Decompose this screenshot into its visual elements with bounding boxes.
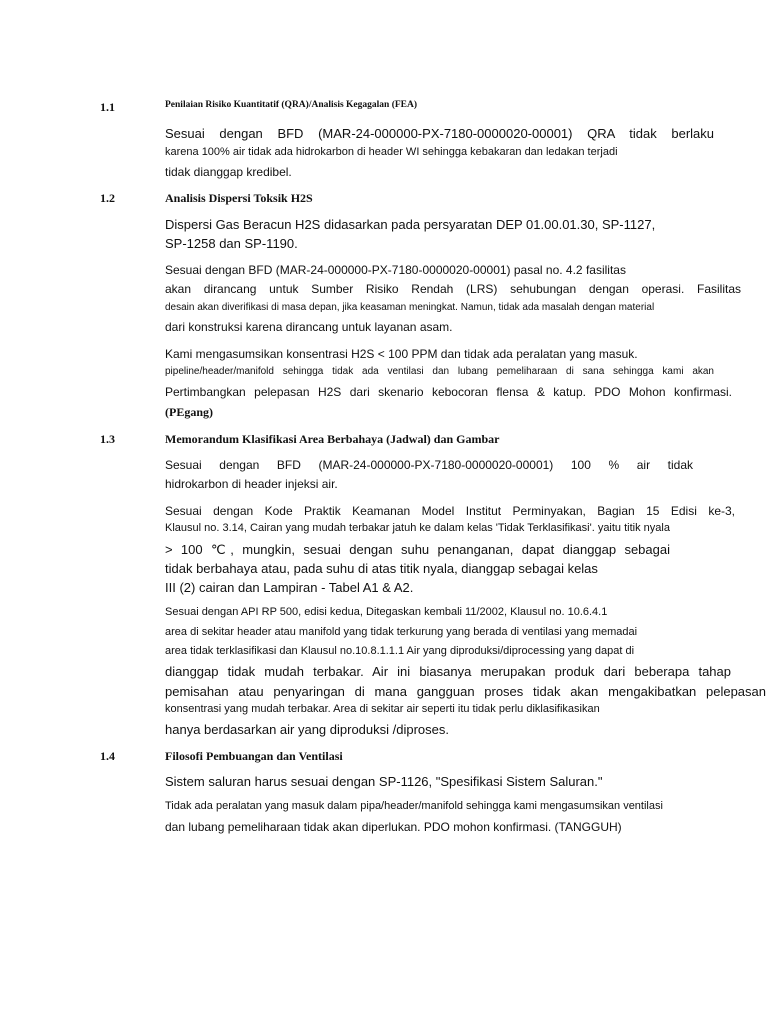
paragraph-line: hidrokarbon di header injeksi air.	[165, 477, 338, 491]
paragraph-line: area tidak terklasifikasi dan Klausul no.10.8.1.1.1 Air yang diproduksi/diprocessing yang dapat di	[165, 645, 635, 657]
section-heading: Memorandum Klasifikasi Area Berbahaya (Jadwal) dan Gambar	[165, 432, 500, 446]
paragraph-line: > 100 ℃, mungkin, sesuai dengan suhu penanganan, dapat dianggap sebagai	[165, 542, 670, 557]
paragraph-line: Pertimbangkan pelepasan H2S dari skenario kebocoran flensa & katup. PDO Mohon konfirmasi.	[165, 385, 732, 399]
paragraph-line: akan dirancang untuk Sumber Risiko Rendah (LRS) sehubungan dengan operasi. Fasilitas	[165, 282, 741, 296]
paragraph-line: Sesuai dengan BFD (MAR-24-000000-PX-7180-0000020-00001) QRA tidak berlaku	[165, 126, 714, 141]
paragraph-line: dari konstruksi karena dirancang untuk layanan asam.	[165, 320, 453, 334]
paragraph-line: area di sekitar header atau manifold yang tidak terkurung yang berada di ventilasi yang memadai	[165, 626, 638, 638]
paragraph-line: Dispersi Gas Beracun H2S didasarkan pada persyaratan DEP 01.00.01.30, SP-1127,	[165, 217, 656, 232]
paragraph-line: desain akan diverifikasi di masa depan, jika keasaman meningkat. Namun, tidak ada masalah dengan material	[165, 302, 655, 313]
section-heading: Penilaian Risiko Kuantitatif (QRA)/Analisis Kegagalan (FEA)	[165, 100, 418, 110]
paragraph-line: hanya berdasarkan air yang diproduksi /diproses.	[165, 722, 450, 737]
paragraph-line: Sistem saluran harus sesuai dengan SP-1126, "Spesifikasi Sistem Saluran."	[165, 774, 603, 789]
paragraph-line: Sesuai dengan BFD (MAR-24-000000-PX-7180-0000020-00001) pasal no. 4.2 fasilitas	[165, 263, 626, 277]
paragraph-line: dianggap tidak mudah terbakar. Air ini biasanya merupakan produk dari beberapa tahap	[165, 664, 731, 679]
paragraph-line: Klausul no. 3.14, Cairan yang mudah terbakar jatuh ke dalam kelas 'Tidak Terklasifikasi'. yaitu titik nyala	[165, 522, 670, 534]
paragraph-line: karena 100% air tidak ada hidrokarbon di header WI sehingga kebakaran dan ledakan terjadi	[165, 146, 618, 158]
paragraph-line: Sesuai dengan Kode Praktik Keamanan Model Institut Perminyakan, Bagian 15 Edisi ke-3,	[165, 504, 735, 518]
paragraph-line: III (2) cairan dan Lampiran - Tabel A1 & A2.	[165, 580, 414, 595]
section-heading: Filosofi Pembuangan dan Ventilasi	[165, 749, 343, 763]
section-number: 1.4	[100, 749, 115, 763]
section-number: 1.2	[100, 191, 115, 205]
paragraph-line: tidak berbahaya atau, pada suhu di atas titik nyala, dianggap sebagai kelas	[165, 561, 598, 576]
section-number: 1.1	[100, 100, 115, 114]
paragraph-line: Sesuai dengan BFD (MAR-24-000000-PX-7180-0000020-00001) 100 % air tidak	[165, 458, 693, 472]
paragraph-line: konsentrasi yang mudah terbakar. Area di sekitar air seperti itu tidak perlu diklasifikasikan	[165, 703, 600, 715]
paragraph-line: (PEgang)	[165, 405, 213, 419]
paragraph-line: Kami mengasumsikan konsentrasi H2S < 100 PPM dan tidak ada peralatan yang masuk.	[165, 347, 638, 361]
paragraph-line: tidak dianggap kredibel.	[165, 165, 292, 179]
paragraph-line: SP-1258 dan SP-1190.	[165, 236, 298, 251]
paragraph-line: pipeline/header/manifold sehingga tidak ada ventilasi dan lubang pemeliharaan di sana sehingga kami akan	[165, 366, 714, 377]
paragraph-line: dan lubang pemeliharaan tidak akan diperlukan. PDO mohon konfirmasi. (TANGGUH)	[165, 820, 622, 834]
section-heading: Analisis Dispersi Toksik H2S	[165, 191, 313, 205]
paragraph-line: Tidak ada peralatan yang masuk dalam pipa/header/manifold sehingga kami mengasumsikan ventilasi	[165, 800, 663, 812]
paragraph-line: Sesuai dengan API RP 500, edisi kedua, Ditegaskan kembali 11/2002, Klausul no. 10.6.4.1	[165, 606, 608, 618]
paragraph-line: pemisahan atau penyaringan di mana gangguan proses tidak akan mengakibatkan pelepasan	[165, 684, 766, 699]
section-number: 1.3	[100, 432, 115, 446]
